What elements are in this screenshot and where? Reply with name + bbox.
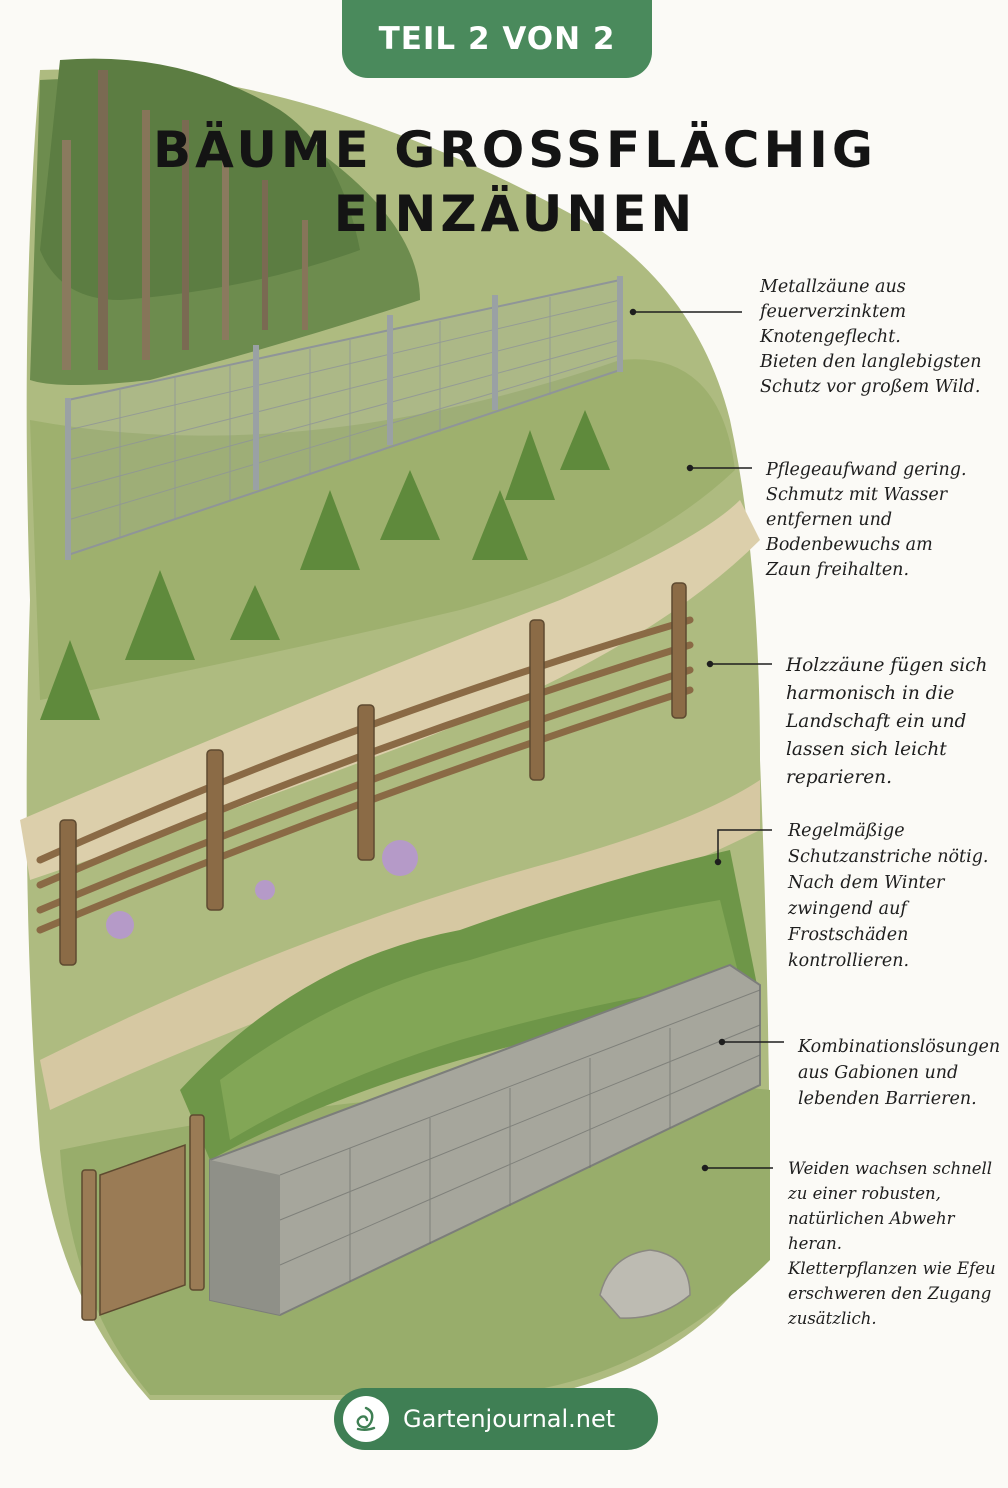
note-maintenance: Pflegeaufwand gering. Schmutz mit Wasser entfernen und Bodenbewuchs am Zaun freihalten. (766, 460, 967, 580)
brand-badge[interactable] (334, 1388, 658, 1450)
brand-name: Gartenjournal.net (403, 1405, 616, 1433)
page-title (100, 118, 930, 246)
note-gabion: Kombinationslösungen aus Gabionen und lebenden Barrieren. (798, 1037, 1001, 1109)
part-badge: TEIL 2 VON 2 (342, 0, 652, 78)
note-protective-coating: Regelmäßige Schutzanstriche nötig. Nach dem Winter zwingend auf Frostschäden kontrollieren. (788, 821, 989, 971)
title-line-2: EINZÄUNEN (333, 185, 697, 243)
note-wooden-fence: Holzzäune fügen sich harmonisch in die Landschaft ein und lassen sich leicht reparieren. (786, 655, 988, 788)
snail-leaf-icon (343, 1396, 389, 1442)
note-willow: Weiden wachsen schnell zu einer robusten, natürlichen Abwehr heran. Kletterpflanzen wie Efeu erschweren den Zugang zusätzlich. (788, 1159, 996, 1328)
title-line-1: BÄUME GROSSFLÄCHIG (153, 121, 877, 179)
note-metal-fence: Metallzäune aus feuerverzinktem Knotengeflecht. Bieten den langlebigsten Schutz vor großem Wild. (760, 277, 982, 397)
